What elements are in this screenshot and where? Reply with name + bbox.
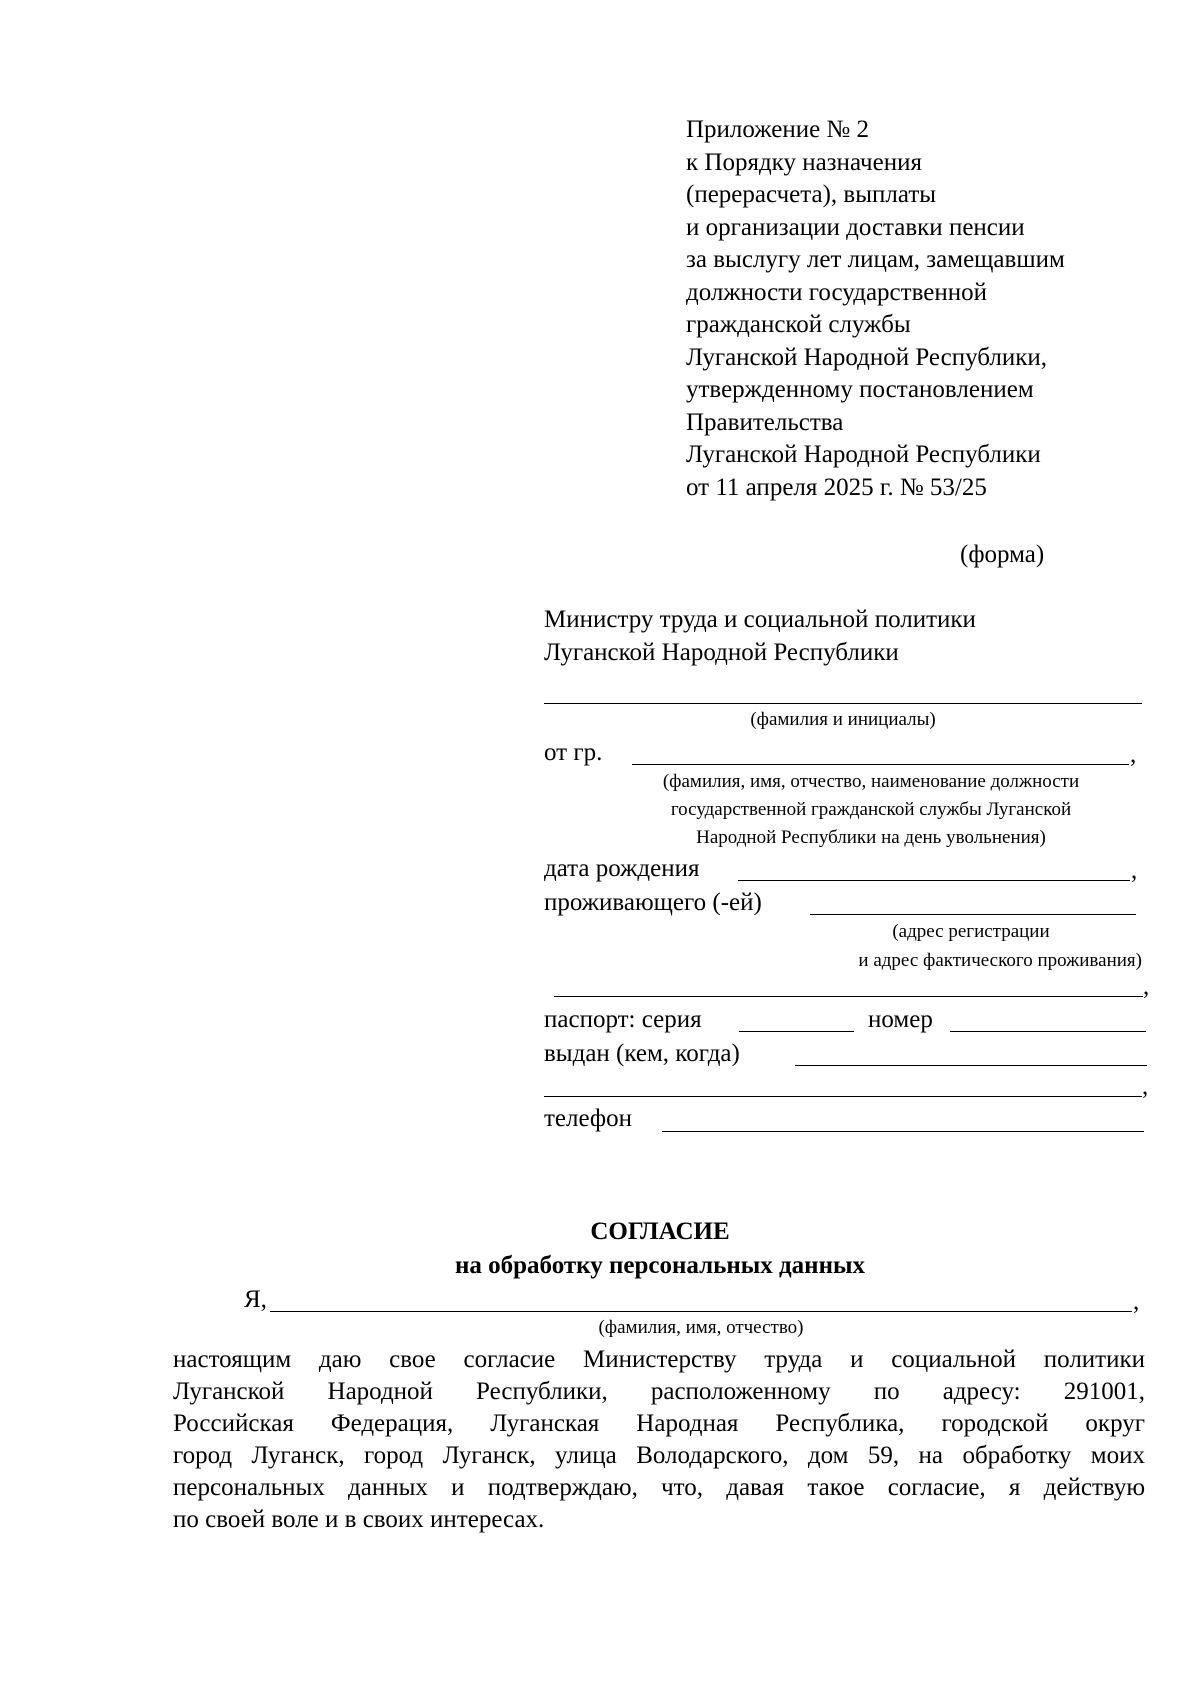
passport-series-label: паспорт: серия (544, 1006, 702, 1033)
name-caption: (фамилия, имя, отчество) (598, 1317, 804, 1338)
comma: , (1143, 973, 1150, 1000)
address-continuation-field[interactable] (554, 996, 1143, 997)
consent-title: СОГЛАСИЕ (590, 1218, 730, 1245)
birth-date-field[interactable] (738, 880, 1130, 881)
consent-body-line: Луганской Народной Республики, расположенному по адресу: 291001, (173, 1378, 1145, 1405)
from-caption-line: Народной Республики на день увольнения) (696, 827, 1046, 848)
from-caption-line: (фамилия, имя, отчество, наименование должности (662, 771, 1080, 792)
i-label: Я, (244, 1286, 267, 1313)
appendix-line: Луганской Народной Республики, (686, 343, 1047, 371)
address-caption-line: (адрес регистрации (892, 921, 1050, 942)
comma: , (1131, 857, 1138, 884)
address-caption-line: и адрес фактического проживания) (858, 950, 1142, 971)
appendix-line: (перерасчета), выплаты (686, 181, 937, 208)
birth-date-label: дата рождения (544, 855, 700, 882)
consent-body-line: Российская Федерация, Луганская Народная Республика, городской округ (173, 1410, 1145, 1437)
appendix-line: должности государственной (686, 278, 987, 306)
appendix-line: и организации доставки пенсии (686, 213, 1025, 241)
appendix-line: за выслугу лет лицам, замещавшим (686, 246, 1065, 273)
addressee-surname-field[interactable] (544, 703, 1142, 704)
comma: , (1133, 1288, 1140, 1315)
from-citizen-field[interactable] (632, 764, 1129, 765)
issued-field[interactable] (795, 1065, 1147, 1066)
appendix-line: Правительства (686, 408, 844, 436)
appendix-line: утвержденному постановлением (686, 376, 1034, 403)
passport-number-field[interactable] (950, 1031, 1146, 1032)
appendix-line: Приложение № 2 (686, 116, 870, 143)
addressee-line-1: Министру труда и социальной политики (544, 606, 976, 633)
consent-body-line: город Луганск, город Луганск, улица Володарского, дом 59, на обработку моих (173, 1442, 1145, 1469)
issued-continuation-field[interactable] (544, 1096, 1142, 1097)
phone-label: телефон (544, 1105, 632, 1132)
phone-field[interactable] (662, 1131, 1144, 1132)
residing-label: проживающего (-ей) (544, 889, 762, 916)
full-name-field[interactable] (270, 1311, 1132, 1312)
appendix-line: Луганской Народной Республики (686, 441, 1041, 468)
passport-number-label: номер (868, 1006, 933, 1033)
passport-series-field[interactable] (739, 1031, 854, 1032)
consent-body (173, 1344, 1145, 1536)
form-mark: (форма) (960, 541, 1045, 568)
appendix-header (686, 114, 1065, 504)
consent-body-line: по своей воле и в своих интересах. (173, 1506, 545, 1533)
surname-caption: (фамилия и инициалы) (750, 709, 936, 730)
consent-body-line: персональных данных и подтверждаю, что, давая такое согласие, я действую (173, 1474, 1145, 1501)
from-caption-line: государственной гражданской службы Луганской (670, 799, 1072, 820)
addressee-line-2: Луганской Народной Республики (544, 639, 899, 666)
appendix-line: от 11 апреля 2025 г. № 53/25 (686, 473, 987, 501)
consent-body-line: настоящим даю свое согласие Министерству труда и социальной политики (173, 1346, 1145, 1373)
address-field[interactable] (810, 914, 1136, 915)
appendix-line: к Порядку назначения (686, 148, 922, 176)
appendix-line: гражданской службы (686, 311, 911, 338)
from-label: от гр. (544, 739, 603, 766)
comma: , (1142, 1073, 1149, 1100)
comma: , (1130, 741, 1137, 768)
issued-label: выдан (кем, когда) (544, 1040, 740, 1067)
consent-subtitle: на обработку персональных данных (455, 1252, 865, 1279)
